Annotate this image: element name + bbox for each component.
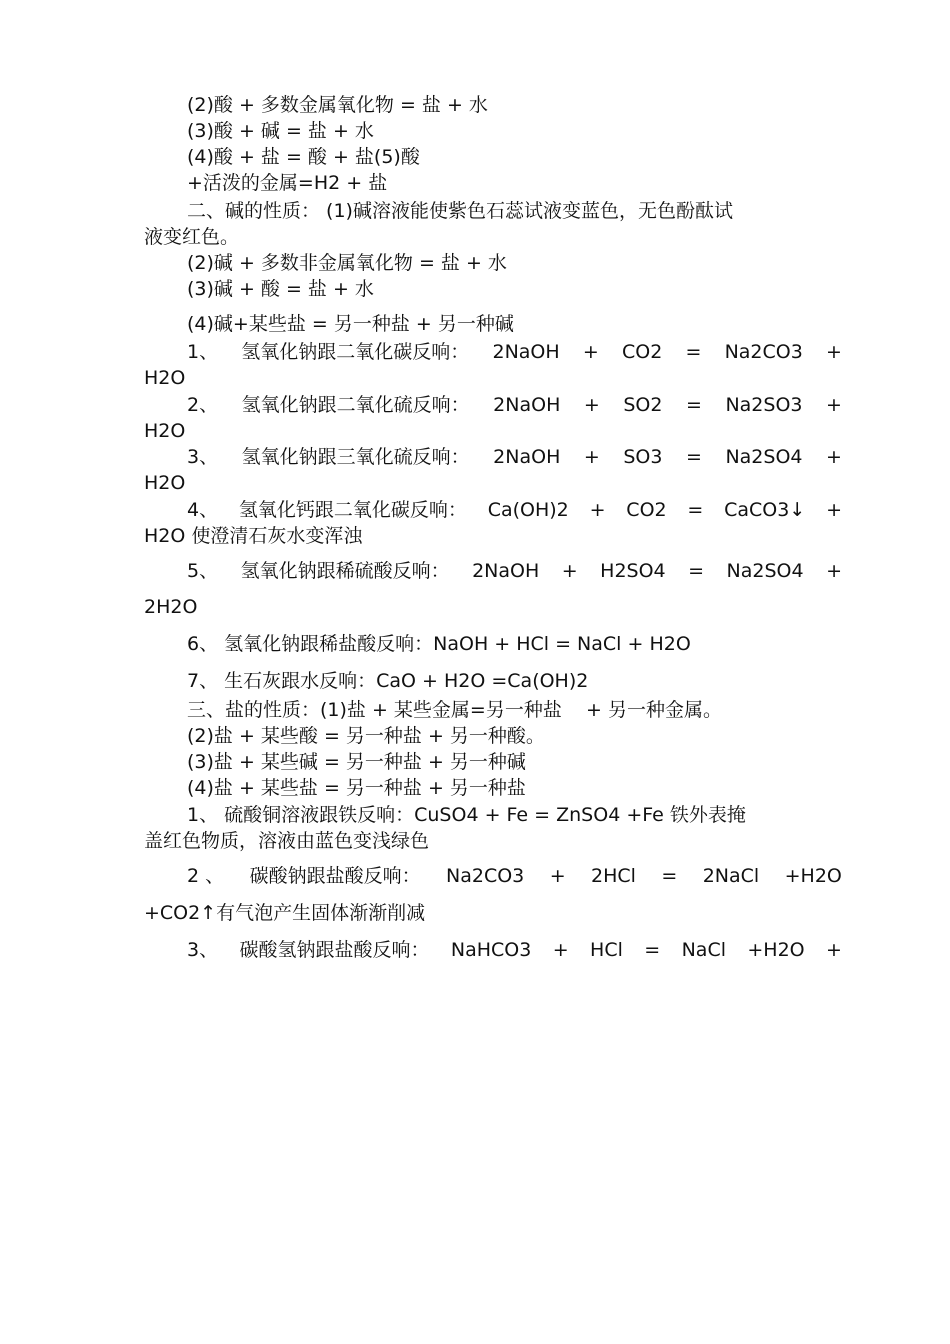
reactant: CO2: [621, 341, 663, 363]
equation-line: [187, 339, 842, 365]
reaction-name: 氢氧化钠跟稀硫酸反响：: [240, 560, 450, 582]
plus-sign: +: [589, 499, 606, 521]
text-line: 7、 生石灰跟水反响：CaO + H2O =Ca(OH)2: [187, 670, 589, 692]
text-line: (2)盐 + 某些酸 = 另一种盐 + 另一种酸。: [187, 725, 545, 747]
plus-sign: +: [561, 560, 578, 582]
equation-line: [187, 497, 842, 523]
reaction-name: 碳酸氢钠跟盐酸反响：: [239, 939, 430, 961]
reactant: 2HCl: [591, 865, 636, 887]
plus-sign: +: [552, 939, 569, 961]
text-line: 盖红色物质，溶液由蓝色变浅绿色: [144, 830, 430, 852]
product: 2NaCl: [702, 865, 760, 887]
plus-sign: +: [826, 939, 842, 961]
text-line: 1、 硫酸铜溶液跟铁反响：CuSO4 + Fe = ZnSO4 +Fe 铁外表掩: [187, 804, 746, 826]
reactant: SO3: [623, 446, 663, 468]
text-line: 6、 氢氧化钠跟稀盐酸反响：NaOH + HCl = NaCl + H2O: [187, 633, 691, 655]
equation-line: [187, 937, 842, 963]
reactant: SO2: [623, 394, 663, 416]
product: NaCl: [681, 939, 726, 961]
text-line: 三、盐的性质：(1)盐 + 某些金属=另一种盐 + 另一种金属。: [187, 699, 722, 721]
plus-sign: +: [549, 865, 566, 887]
text-line: H2O: [144, 367, 186, 389]
equation-line: [187, 392, 842, 418]
text-line: H2O 使澄清石灰水变浑浊: [144, 525, 363, 547]
product: Na2SO3: [725, 394, 803, 416]
product: Na2CO3: [724, 341, 803, 363]
equals-sign: =: [688, 560, 705, 582]
text-line: (3)酸 + 碱 = 盐 + 水: [187, 120, 374, 142]
plus-sign: +: [826, 341, 842, 363]
reactant: 2NaOH: [472, 560, 540, 582]
plus-sign: +: [583, 446, 600, 468]
text-line: (3)盐 + 某些碱 = 另一种盐 + 另一种碱: [187, 751, 526, 773]
text-line: (2)酸 + 多数金属氧化物 = 盐 + 水: [187, 94, 488, 116]
text-line: +CO2↑有气泡产生固体渐渐削减: [144, 902, 426, 924]
text-line: (4)盐 + 某些盐 = 另一种盐 + 另一种盐: [187, 777, 526, 799]
text-line: (2)碱 + 多数非金属氧化物 = 盐 + 水: [187, 252, 507, 274]
item-number: 4、: [187, 499, 219, 521]
equation-line: [187, 863, 842, 889]
product: Na2SO4: [726, 560, 804, 582]
item-number: 3、: [187, 446, 219, 468]
item-number: 2、: [187, 394, 219, 416]
reactant: H2SO4: [600, 560, 666, 582]
item-number: 1、: [187, 341, 219, 363]
equals-sign: =: [685, 394, 702, 416]
equals-sign: =: [685, 446, 702, 468]
item-number: 2 、: [187, 865, 225, 887]
reaction-name: 氢氧化钙跟二氧化碳反响：: [238, 499, 467, 521]
text-line: 2H2O: [144, 596, 198, 618]
plus-sign: +: [583, 394, 600, 416]
text-line: +活泼的金属=H2 + 盐: [187, 172, 388, 194]
item-number: 3、: [187, 939, 219, 961]
reactant: 2NaOH: [492, 341, 560, 363]
reaction-name: 碳酸钠跟盐酸反响：: [249, 865, 421, 887]
plus-sign: +: [826, 446, 842, 468]
text-line: (4)酸 + 盐 = 酸 + 盐(5)酸: [187, 146, 420, 168]
item-number: 5、: [187, 560, 219, 582]
plus-sign: +: [826, 499, 842, 521]
reactant: 2NaOH: [493, 446, 561, 468]
equation-line: [187, 444, 842, 470]
reactant: Na2CO3: [446, 865, 525, 887]
product: +H2O: [747, 939, 805, 961]
equals-sign: =: [685, 341, 702, 363]
reaction-name: 氢氧化钠跟二氧化硫反响：: [241, 394, 470, 416]
plus-sign: +: [826, 560, 842, 582]
plus-sign: +: [582, 341, 599, 363]
equals-sign: =: [661, 865, 678, 887]
text-line: 二、碱的性质： (1)碱溶液能使紫色石蕊试液变蓝色，无色酚酞试: [187, 200, 733, 222]
product: CaCO3↓: [724, 499, 806, 521]
reactant: HCl: [590, 939, 623, 961]
equals-sign: =: [644, 939, 661, 961]
reactant: NaHCO3: [450, 939, 532, 961]
reactant: 2NaOH: [493, 394, 561, 416]
text-line: H2O: [144, 472, 186, 494]
text-line: 液变红色。: [144, 226, 240, 248]
text-line: (3)碱 + 酸 = 盐 + 水: [187, 278, 374, 300]
equation-line: [187, 558, 842, 584]
equals-sign: =: [687, 499, 704, 521]
plus-sign: +: [826, 394, 842, 416]
product: +H2O: [784, 865, 842, 887]
reactant: Ca(OH)2: [487, 499, 569, 521]
text-line: H2O: [144, 420, 186, 442]
reaction-name: 氢氧化钠跟二氧化碳反响：: [241, 341, 470, 363]
text-line: (4)碱+某些盐 = 另一种盐 + 另一种碱: [187, 313, 514, 335]
product: Na2SO4: [725, 446, 803, 468]
reaction-name: 氢氧化钠跟三氧化硫反响：: [241, 446, 470, 468]
reactant: CO2: [626, 499, 667, 521]
